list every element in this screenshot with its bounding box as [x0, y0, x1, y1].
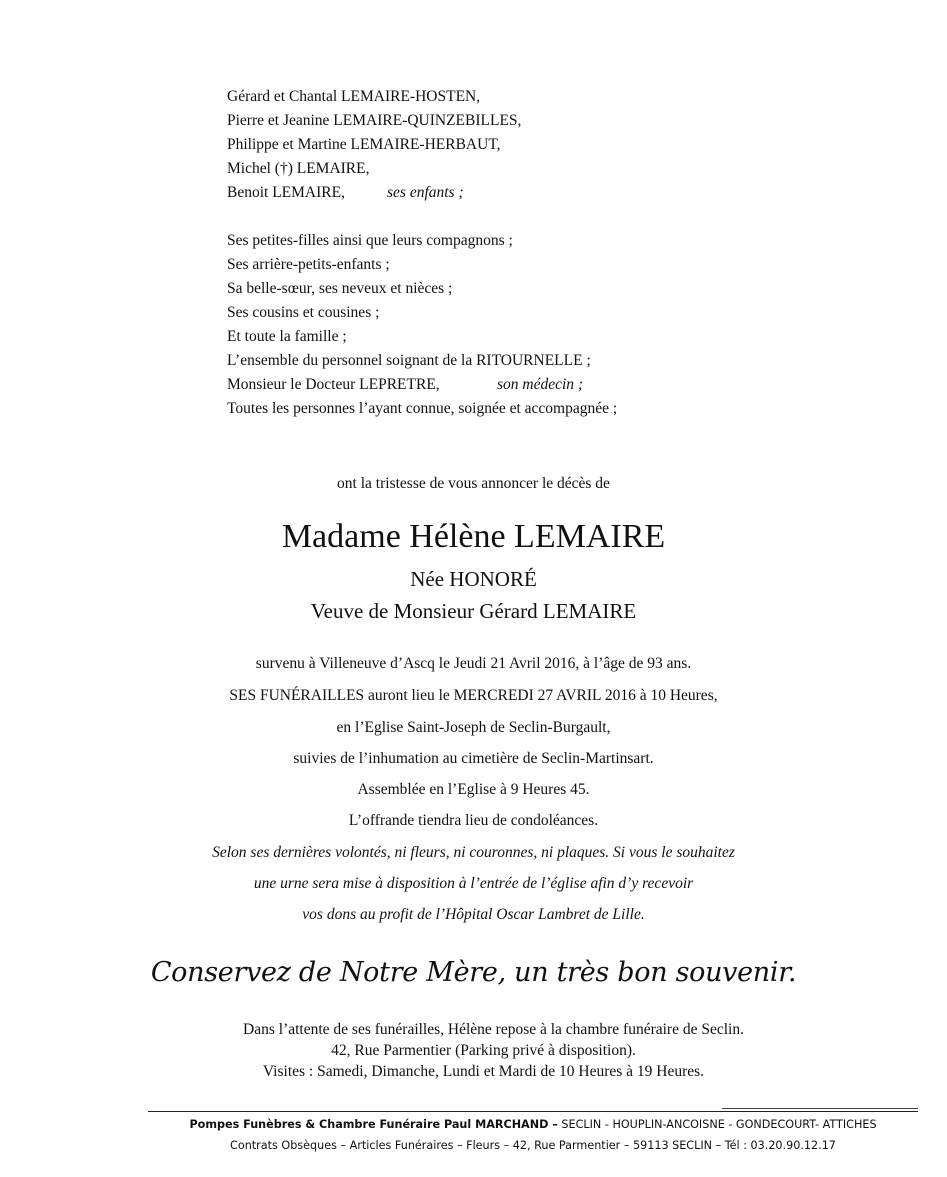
family-line: Michel (†) LEMAIRE, [227, 160, 370, 177]
rest-line: 42, Rue Parmentier (Parking privé à disposition). [331, 1042, 636, 1059]
family-line: Ses arrière-petits-enfants ; [227, 256, 390, 273]
wishes-line: vos dons au profit de l’Hôpital Oscar Lambret de Lille. [302, 906, 645, 923]
detail-line: Assemblée en l’Eglise à 9 Heures 45. [357, 781, 590, 798]
motto: Conservez de Notre Mère, un très bon souvenir. [150, 957, 797, 988]
detail-line: suivies de l’inhumation au cimetière de Seclin-Martinsart. [293, 750, 654, 767]
family-line: Monsieur le Docteur LEPRETRE, [227, 376, 440, 393]
rest-line: Visites : Samedi, Dimanche, Lundi et Mardi de 10 Heures à 19 Heures. [262, 1063, 705, 1080]
family-line: Philippe et Martine LEMAIRE-HERBAUT, [227, 136, 501, 153]
family-line: L’ensemble du personnel soignant de la RITOURNELLE ; [227, 352, 591, 369]
wishes-line: une urne sera mise à disposition à l’entrée de l’église afin d’y recevoir [253, 875, 694, 892]
footer-divider [148, 1111, 918, 1112]
family-line: Et toute la famille ; [227, 328, 347, 345]
deceased-name: Madame Hélène LEMAIRE [281, 518, 666, 555]
detail-line: L’offrande tiendra lieu de condoléances. [348, 812, 599, 829]
footer-services: Contrats Obsèques – Articles Funéraires – Fleurs – 42, Rue Parmentier – 59113 SECLIN – Tél : 03.20.90.12.17 [230, 1139, 836, 1152]
maiden-name: Née HONORÉ [410, 567, 537, 591]
detail-line: SES FUNÉRAILLES auront lieu le MERCREDI 27 AVRIL 2016 à 10 Heures, [229, 687, 718, 704]
doctor-role: son médecin ; [497, 376, 584, 393]
detail-line: en l’Eglise Saint-Joseph de Seclin-Burgault, [336, 719, 611, 736]
family-line: Gérard et Chantal LEMAIRE-HOSTEN, [227, 88, 481, 105]
footer-divider-short [722, 1108, 918, 1109]
family-line: Toutes les personnes l’ayant connue, soignée et accompagnée ; [227, 400, 618, 417]
family-line: Ses cousins et cousines ; [227, 304, 380, 321]
rest-line: Dans l’attente de ses funérailles, Hélène repose à la chambre funéraire de Seclin. [243, 1021, 744, 1038]
footer-company: Pompes Funèbres & Chambre Funéraire Paul MARCHAND – [189, 1118, 558, 1131]
family-line: Pierre et Jeanine LEMAIRE-QUINZEBILLES, [227, 112, 522, 129]
family-line: Sa belle-sœur, ses neveux et nièces ; [227, 280, 453, 297]
family-line: Benoit LEMAIRE, [227, 184, 345, 201]
footer-towns: SECLIN - HOUPLIN-ANCOISNE - GONDECOURT- ATTICHES [557, 1118, 877, 1131]
footer-company-line [148, 1118, 918, 1132]
announcement-intro: ont la tristesse de vous annoncer le décès de [337, 475, 610, 492]
widow-of: Veuve de Monsieur Gérard LEMAIRE [310, 599, 637, 623]
children-role: ses enfants ; [387, 184, 464, 201]
detail-line: survenu à Villeneuve d’Ascq le Jeudi 21 Avril 2016, à l’âge de 93 ans. [255, 655, 692, 672]
wishes-line: Selon ses dernières volontés, ni fleurs, ni couronnes, ni plaques. Si vous le souhaitez [212, 844, 735, 861]
family-line: Ses petites-filles ainsi que leurs compagnons ; [227, 232, 513, 249]
